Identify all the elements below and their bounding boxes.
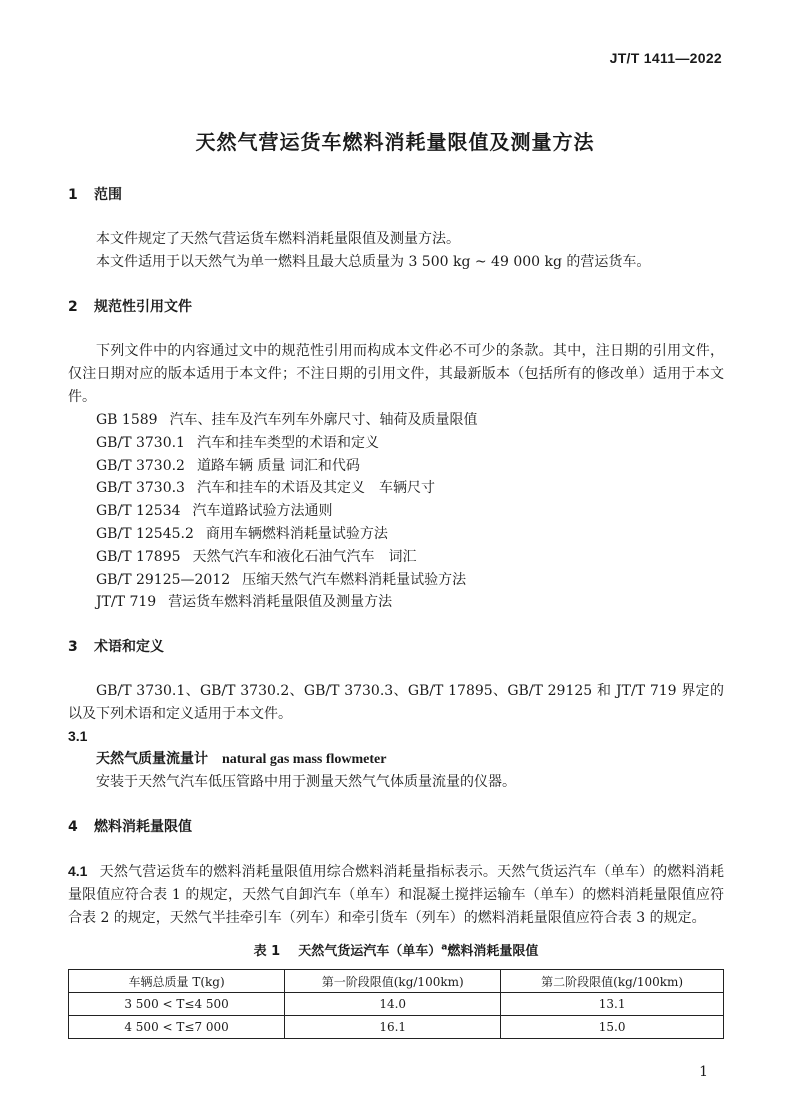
table-cell: 16.1 <box>285 1016 501 1039</box>
section-title: 范围 <box>94 187 122 203</box>
reference-item <box>68 477 724 500</box>
table-cell: 4 500 < T≤7 000 <box>69 1016 285 1039</box>
section-title: 术语和定义 <box>94 639 164 656</box>
reference-title: 汽车、挂车及汽车列车外廓尺寸、轴荷及质量限值 <box>169 412 478 428</box>
paragraph: GB/T 3730.1、GB/T 3730.2、GB/T 3730.3、GB/T 17895、GB/T 29125 和 JT/T 719 界定的以及下列术语和定义适用于本文件。 <box>68 683 724 723</box>
reference-title: 汽车道路试验方法通则 <box>192 503 333 520</box>
section-number: 2 <box>68 299 78 315</box>
table-header-row <box>69 970 724 993</box>
term-definition: 安装于天然气汽车低压管路中用于测量天然气气体质量流量的仪器。 <box>96 774 516 791</box>
standard-code: JT/T 1411—2022 <box>609 50 722 66</box>
section-title: 规范性引用文件 <box>94 299 192 315</box>
reference-code: GB/T 12545.2 <box>96 525 194 542</box>
clause-paragraph <box>68 860 724 930</box>
section-2-heading <box>68 296 724 316</box>
table-cell: 14.0 <box>285 993 501 1016</box>
reference-list <box>68 409 724 614</box>
section-number: 1 <box>68 187 78 203</box>
paragraph: 本文件适用于以天然气为单一燃料且最大总质量为 3 500 kg ~ 49 000 kg 的营运货车。 <box>96 254 651 270</box>
reference-title: 道路车辆 质量 词汇和代码 <box>196 457 360 474</box>
fuel-limit-table <box>68 969 724 1039</box>
table-cell: 15.0 <box>501 1016 724 1039</box>
reference-title: 天然气汽车和液化石油气汽车 词汇 <box>192 548 417 565</box>
document-body <box>68 184 724 1039</box>
clause-text: 天然气营运货车的燃料消耗量限值用综合燃料消耗量指标表示。天然气货运汽车（单车）的燃料消耗量限值应符合表 1 的规定，天然气自卸汽车（单车）和混凝土搅拌运输车（单车）的燃料消耗量限值应符合表 2 的规定，天然气半挂牵引车（列车）和牵引货车（列车）的燃料消耗量限值应符合表 3 的规定。 <box>68 864 724 927</box>
section-1-heading <box>68 184 724 204</box>
term-en: natural gas mass flowmeter <box>222 752 387 768</box>
reference-title: 营运货车燃料消耗量限值及测量方法 <box>168 594 393 611</box>
section-title: 燃料消耗量限值 <box>94 819 192 836</box>
reference-code: GB/T 17895 <box>96 548 181 565</box>
document-title: 天然气营运货车燃料消耗量限值及测量方法 <box>195 130 595 154</box>
table-cell: 3 500 < T≤4 500 <box>69 993 285 1016</box>
page-number: 1 <box>699 1064 708 1080</box>
reference-code: GB/T 3730.2 <box>96 457 185 474</box>
reference-title: 压缩天然气汽车燃料消耗量试验方法 <box>242 571 467 588</box>
reference-item <box>68 546 724 569</box>
reference-title: 汽车和挂车类型的术语和定义 <box>196 434 379 451</box>
clause-number: 4.1 <box>68 863 88 880</box>
table-row <box>69 1016 724 1039</box>
table-header-cell: 第二阶段限值(kg/100km) <box>501 970 724 993</box>
section-number: 4 <box>68 819 78 836</box>
table-header-cell: 第一阶段限值(kg/100km) <box>285 970 501 993</box>
section-3-heading <box>68 636 724 656</box>
reference-code: GB/T 3730.3 <box>96 480 185 497</box>
reference-code: GB 1589 <box>96 412 158 428</box>
table-caption-tail: 燃料消耗量限值 <box>447 944 539 960</box>
reference-item <box>68 409 724 432</box>
term-entry <box>68 748 724 771</box>
table-header-cell: 车辆总质量 T(kg) <box>69 970 285 993</box>
table-cell: 13.1 <box>501 993 724 1016</box>
reference-title: 商用车辆燃料消耗量试验方法 <box>205 525 388 542</box>
reference-code: GB/T 29125—2012 <box>96 571 231 588</box>
reference-item <box>68 500 724 523</box>
section-number: 3 <box>68 639 78 656</box>
reference-code: GB/T 3730.1 <box>96 434 185 451</box>
table-caption-footnote-mark: a <box>441 942 448 953</box>
table-caption-text: 天然气货运汽车（单车） <box>298 944 442 960</box>
reference-code: JT/T 719 <box>96 594 157 611</box>
reference-item <box>68 432 724 455</box>
term-zh: 天然气质量流量计 <box>96 751 208 768</box>
reference-item <box>68 591 724 614</box>
table-caption <box>68 940 724 959</box>
table-caption-number: 表 1 <box>253 944 281 960</box>
reference-item <box>68 523 724 546</box>
section-4-heading <box>68 816 724 836</box>
reference-code: GB/T 12534 <box>96 503 181 520</box>
reference-item <box>68 455 724 478</box>
term-number: 3.1 <box>68 728 88 745</box>
reference-title: 汽车和挂车的术语及其定义 车辆尺寸 <box>196 480 435 497</box>
table-row <box>69 993 724 1016</box>
paragraph: 下列文件中的内容通过文中的规范性引用而构成本文件必不可少的条款。其中，注日期的引用文件，仅注日期对应的版本适用于本文件；不注日期的引用文件，其最新版本（包括所有的修改单）适用于本文件。 <box>68 343 724 405</box>
reference-item <box>68 569 724 592</box>
paragraph: 本文件规定了天然气营运货车燃料消耗量限值及测量方法。 <box>96 231 460 247</box>
